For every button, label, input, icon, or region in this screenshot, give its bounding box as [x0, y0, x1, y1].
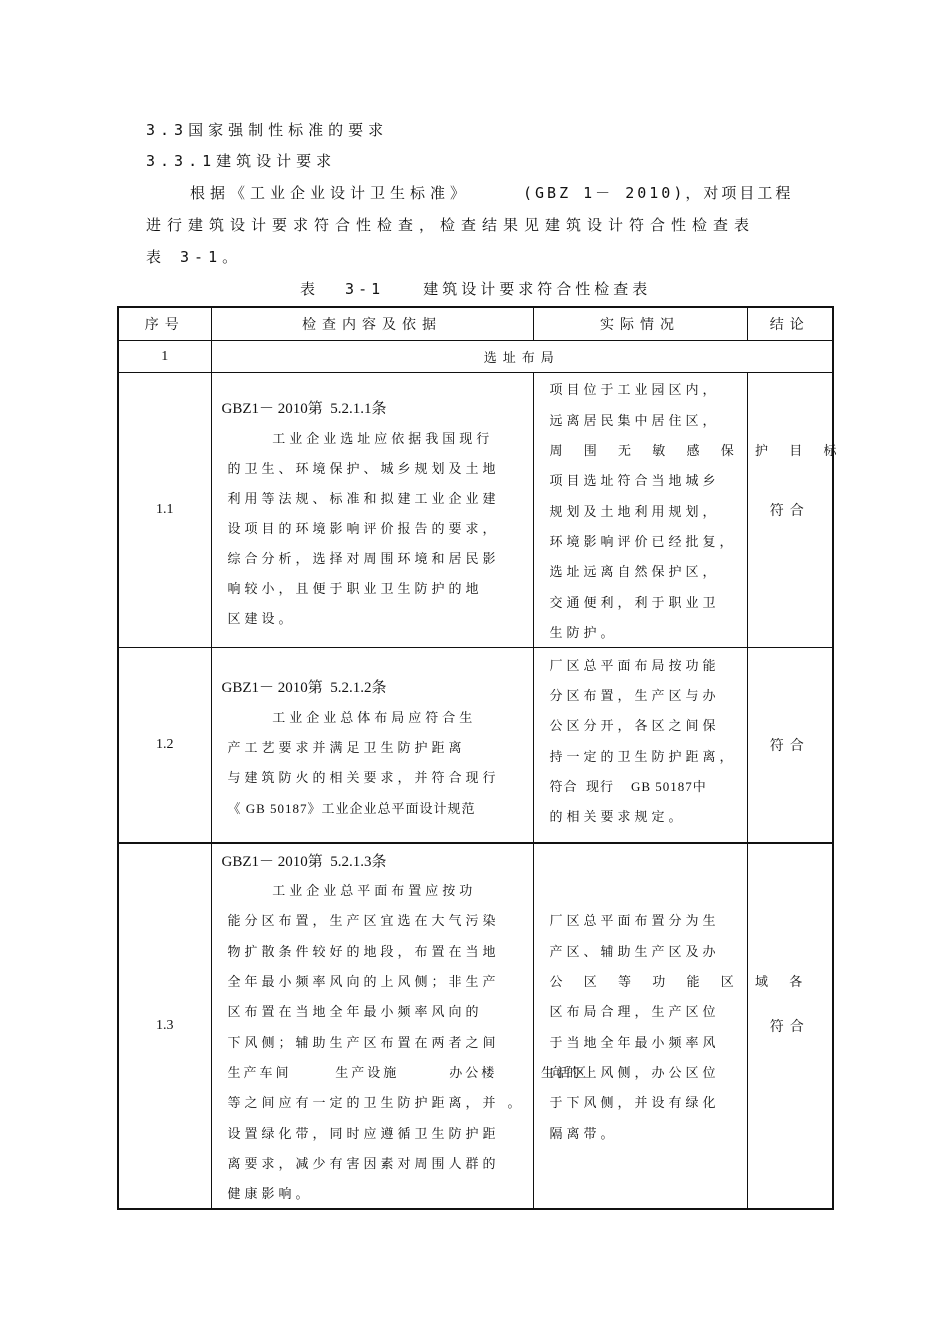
- actual-line: 于下风侧，并设有绿化: [549, 1094, 720, 1110]
- actual-line: 选址远离自然保护区，: [549, 564, 720, 579]
- content-line: GBZ1－ 2010第 5.2.1.2条: [221, 680, 387, 696]
- row-actual: [533, 648, 747, 843]
- content-line: 全年最小频率风向的上风侧；非生产: [227, 973, 500, 989]
- content-line: 《 GB 50187》工业企业总平面设计规范: [227, 801, 476, 816]
- content-line: 设项目的环境影响评价报告的要求，: [227, 521, 500, 536]
- actual-line: 的相关要求规定。: [549, 809, 686, 824]
- actual-line: 规划及土地利用规划，: [549, 504, 720, 519]
- content-line: 离要求，减少有害因素对周围人群的: [227, 1155, 500, 1171]
- content-line: 工业企业选址应依据我国现行: [221, 431, 494, 446]
- paragraph-line-1a: 根据《工业企业设计卫生标准》: [190, 184, 471, 202]
- table-row: [118, 648, 833, 843]
- section-num: 1: [118, 341, 211, 373]
- actual-line: 项目选址符合当地城乡: [549, 473, 720, 488]
- content-line: 与建筑防火的相关要求，并符合现行: [227, 770, 500, 785]
- row-result: 符合: [747, 373, 833, 648]
- content-line: 能分区布置，生产区宜选在大气污染: [227, 912, 500, 928]
- actual-line: 符合 现行 GB 50187中: [549, 779, 707, 794]
- section-label: 选址布局: [211, 341, 833, 373]
- table-row: [118, 373, 833, 648]
- content-line: 区布置在当地全年最小频率风向的: [227, 1003, 483, 1019]
- row-content: [211, 373, 533, 648]
- header-actual: 实际情况: [533, 307, 747, 341]
- table-caption: 表 3-1 建筑设计要求符合性检查表: [300, 280, 652, 298]
- actual-line: 持一定的卫生防护距离，: [549, 749, 737, 764]
- table-row: [118, 843, 833, 1209]
- content-line: 区建设。: [227, 611, 296, 626]
- header-num: 序号: [118, 307, 211, 341]
- content-line: 设置绿化带，同时应遵循卫生防护距: [227, 1125, 500, 1141]
- content-line: 综合分析，选择对周围环境和居民影: [227, 551, 500, 566]
- row-result: 符合: [747, 648, 833, 843]
- header-content: 检查内容及依据: [211, 307, 533, 341]
- section-row: [118, 341, 833, 373]
- actual-line: 区布局合理，生产区位: [549, 1003, 720, 1019]
- row-result: 符合: [747, 843, 833, 1209]
- paragraph-line-1b: (GBZ 1－ 2010)，对项目工程: [523, 184, 794, 202]
- actual-line: 厂区总平面布局按功能: [549, 658, 720, 673]
- compliance-table: [117, 306, 846, 1210]
- header-result: 结论: [747, 307, 833, 341]
- paragraph-line-3: 表 3-1。: [146, 248, 243, 266]
- actual-line: 隔离带。: [549, 1125, 618, 1141]
- actual-line: 分区布置，生产区与办: [549, 688, 720, 703]
- actual-line: 远离居民集中居住区，: [549, 413, 720, 428]
- row-content: [211, 648, 533, 843]
- actual-line: 环境影响评价已经批复，: [549, 534, 737, 549]
- actual-line: 项目位于工业园区内，: [549, 382, 720, 397]
- row-num: 1.2: [118, 648, 211, 843]
- content-line: 健康影响。: [227, 1185, 313, 1201]
- actual-line: 公区分开，各区之间保: [549, 718, 720, 733]
- content-extra-char: 。: [507, 1094, 525, 1110]
- content-line: 下风侧；辅助生产区布置在两者之间: [227, 1034, 500, 1050]
- content-line: 的卫生、环境保护、城乡规划及土地: [227, 461, 500, 476]
- content-line: 工业企业总平面布置应按功: [221, 882, 477, 898]
- actual-line: 产区、辅助生产区及办: [549, 943, 720, 959]
- row-num: 1.3: [118, 843, 211, 1209]
- content-line: GBZ1－ 2010第 5.2.1.1条: [221, 401, 387, 417]
- content-line: 生产车间 生产设施 办公楼 生活区: [227, 1064, 590, 1080]
- row-actual: [533, 373, 846, 648]
- content-line: GBZ1－ 2010第 5.2.1.3条: [221, 853, 387, 870]
- paragraph-line-2: 进行建筑设计要求符合性检查，检查结果见建筑设计符合性检查表: [146, 216, 756, 234]
- table-header-row: [118, 307, 833, 341]
- content-line: 等之间应有一定的卫生防护距离，并: [227, 1094, 500, 1110]
- section-heading-3-3: 3.3国家强制性标准的要求: [146, 121, 389, 139]
- content-line: 工业企业总体布局应符合生: [221, 710, 477, 725]
- content-line: 物扩散条件较好的地段，布置在当地: [227, 943, 500, 959]
- actual-line: 于当地全年最小频率风: [549, 1034, 720, 1050]
- content-line: 响较小，且便于职业卫生防护的地: [227, 581, 483, 596]
- actual-line: 公 区 等 功 能 区 域 各: [549, 973, 812, 989]
- actual-line: 向的上风侧，办公区位: [549, 1064, 720, 1080]
- content-line: 利用等法规、标准和拟建工业企业建: [227, 491, 500, 506]
- content-line: 产工艺要求并满足卫生防护距离: [227, 740, 466, 755]
- section-heading-3-3-1: 3.3.1建筑设计要求: [146, 152, 337, 170]
- actual-line: 厂区总平面布置分为生: [549, 912, 720, 928]
- actual-line: 交通便利，利于职业卫: [549, 595, 720, 610]
- row-num: 1.1: [118, 373, 211, 648]
- actual-line: 周 围 无 敏 感 保 护 目 标: [549, 443, 846, 458]
- actual-line: 生防护。: [549, 625, 618, 640]
